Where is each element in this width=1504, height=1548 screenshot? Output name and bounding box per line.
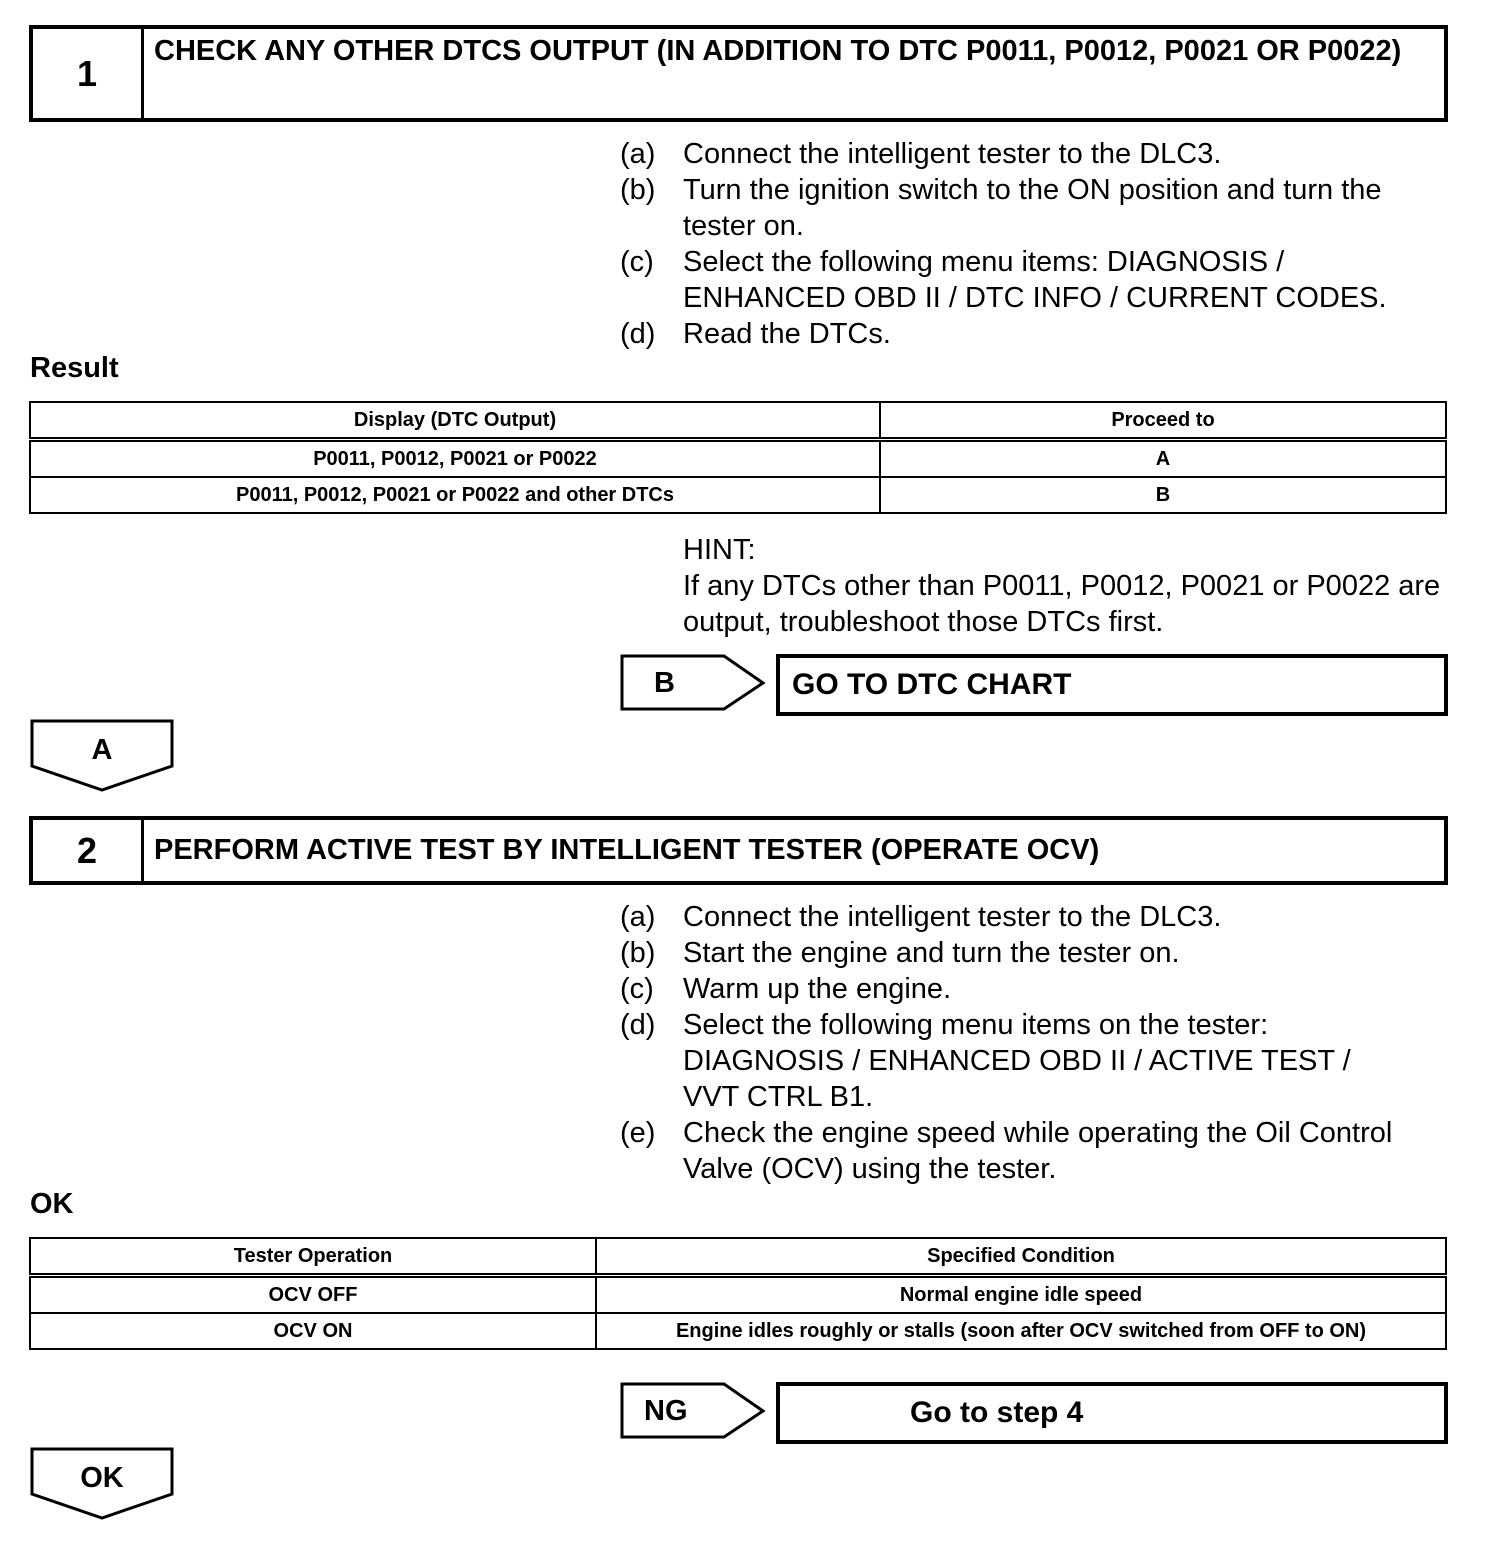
branch-ng-arrow [620, 1382, 770, 1440]
instruction-item: (e) Check the engine speed while operating the Oil Control Valve (OCV) using the tester. [620, 1117, 1393, 1185]
instruction-item: (d) Read the DTCs. [620, 318, 891, 350]
table-row [30, 440, 1446, 478]
instruction-item: (b) Turn the ignition switch to the ON position and turn the tester on. [620, 174, 1382, 242]
branch-target-label: GO TO DTC CHART [792, 668, 1072, 701]
step-title: CHECK ANY OTHER DTCS OUTPUT (IN ADDITION TO DTC P0011, P0012, P0021 OR P0022) [154, 35, 1402, 67]
table-cell: A [880, 440, 1446, 478]
step-number: 1 [33, 29, 144, 118]
instruction-item: (b) Start the engine and turn the tester on. [620, 937, 1180, 969]
hint-block [683, 532, 1463, 640]
table-header-row [30, 402, 1446, 440]
step-2-instructions [620, 899, 1440, 1187]
continue-label: OK [80, 1462, 124, 1494]
branch-label: B [654, 667, 675, 699]
table-cell: OCV OFF [30, 1276, 596, 1314]
result-label: Result [30, 352, 119, 384]
table-cell: Normal engine idle speed [596, 1276, 1446, 1314]
ok-label: OK [30, 1188, 74, 1220]
table-row [30, 1313, 1446, 1349]
instruction-item: (c) Select the following menu items: DIAGNOSIS / ENHANCED OBD II / DTC INFO / CURRENT CODES. [620, 246, 1387, 314]
instruction-item: (a) Connect the intelligent tester to the DLC3. [620, 138, 1222, 170]
table-cell: P0011, P0012, P0021 or P0022 [30, 440, 880, 478]
step-title: PERFORM ACTIVE TEST BY INTELLIGENT TESTER (OPERATE OCV) [154, 834, 1100, 866]
table-cell: B [880, 477, 1446, 513]
table-cell: OCV ON [30, 1313, 596, 1349]
go-to-step-4-link[interactable] [776, 1382, 1448, 1444]
branch-label: NG [644, 1395, 688, 1427]
table-header-row [30, 1238, 1446, 1276]
column-header: Specified Condition [596, 1238, 1446, 1276]
instruction-item: (d) Select the following menu items on the tester: DIAGNOSIS / ENHANCED OBD II / ACTIVE TEST / VVT CTRL B1. [620, 1009, 1351, 1113]
instruction-item: (c) Warm up the engine. [620, 973, 952, 1005]
continue-a-arrow [30, 719, 176, 793]
step-1-header [29, 25, 1448, 122]
column-header: Proceed to [880, 402, 1446, 440]
column-header: Tester Operation [30, 1238, 596, 1276]
table-cell: Engine idles roughly or stalls (soon after OCV switched from OFF to ON) [596, 1313, 1446, 1349]
table-row [30, 1276, 1446, 1314]
continue-ok-arrow [30, 1447, 176, 1521]
column-header: Display (DTC Output) [30, 402, 880, 440]
hint-title: HINT: [683, 534, 756, 566]
result-table [29, 401, 1447, 514]
go-to-dtc-chart-link[interactable] [776, 654, 1448, 716]
specified-condition-table [29, 1237, 1447, 1350]
branch-b-arrow [620, 654, 770, 712]
instruction-item: (a) Connect the intelligent tester to the DLC3. [620, 901, 1222, 933]
continue-label: A [91, 734, 113, 766]
step-number: 2 [33, 820, 144, 881]
step-1-instructions [620, 136, 1440, 352]
table-cell: P0011, P0012, P0021 or P0022 and other DTCs [30, 477, 880, 513]
branch-target-label: Go to step 4 [910, 1396, 1084, 1429]
table-row [30, 477, 1446, 513]
step-2-header [29, 816, 1448, 885]
hint-text: If any DTCs other than P0011, P0012, P0021 or P0022 are output, troubleshoot those DTCs first. [683, 570, 1441, 638]
